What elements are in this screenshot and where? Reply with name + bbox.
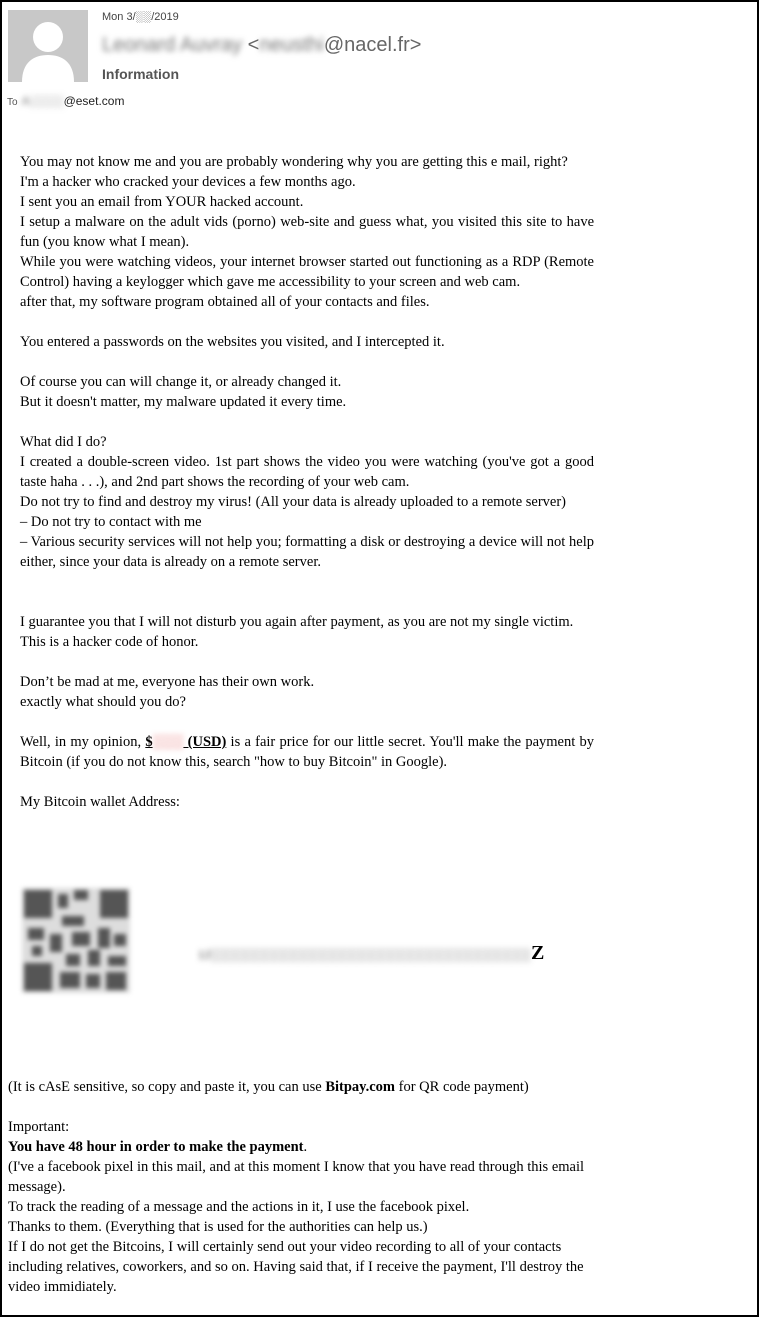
sender-name: Leonard Auvray <box>102 34 243 56</box>
body-line: Don’t be mad at me, everyone has their own work. <box>20 674 315 690</box>
body-line: I sent you an email from YOUR hacked account. <box>20 194 304 210</box>
body-line: You may not know me and you are probably wondering why you are getting this e mail, right? <box>20 154 568 170</box>
ransom-price <box>145 734 226 750</box>
important-label: Important: <box>8 1119 70 1135</box>
body-text: Well, in my opinion, <box>20 734 146 750</box>
recipient-local: A░░░░ <box>21 94 64 108</box>
body-text: is a fair price for our little secret. You'll make the payment by Bitcoin (if you do not know this, search "how to buy Bitcoin" in Google). <box>20 734 594 770</box>
deadline-text: You have 48 hour in order to make the payment <box>8 1139 304 1155</box>
sender-avatar <box>8 10 88 82</box>
body-line: – Do not try to contact with me <box>20 514 202 530</box>
bitcoin-wallet-address <box>198 942 544 965</box>
sender-email-domain: @nacel.fr> <box>323 34 422 56</box>
paragraph-intro <box>20 152 594 312</box>
paragraph-wallet-label: My Bitcoin wallet Address: <box>20 794 180 810</box>
email-body <box>20 152 594 812</box>
paragraph-what-did-i-do <box>20 432 594 572</box>
body-line: This is a hacker code of honor. <box>20 634 199 650</box>
body-line: Do not try to find and destroy my virus! (All your data is already uploaded to a remote server) <box>20 494 567 510</box>
footer-line: (I've a facebook pixel in this mail, and at this moment I know that you have read through this email message). <box>8 1159 585 1195</box>
footer-line: To track the reading of a message and the actions in it, I use the facebook pixel. <box>8 1199 470 1215</box>
body-line: Of course you can will change it, or already changed it. <box>20 374 342 390</box>
wallet-address-blurred: 1J░░░░░░░░░░░░░░░░░░░░░░░░░░░░░░░░░ <box>198 947 532 962</box>
paragraph-dont-be-mad <box>20 672 594 712</box>
price-currency: $ <box>145 734 153 750</box>
email-footer <box>8 1077 598 1297</box>
person-silhouette-icon <box>8 10 88 82</box>
to-label: To <box>7 97 18 108</box>
case-sensitive-note <box>8 1077 598 1097</box>
body-line: I setup a malware on the adult vids (porno) web-site and guess what, you visited this site to have fun (you know what I mean). <box>20 214 594 250</box>
body-line: What did I do? <box>20 434 107 450</box>
body-line: – Various security services will not help you; formatting a disk or destroying a device will not help either, since your data is already on a remote server. <box>20 534 594 570</box>
body-line: exactly what should you do? <box>20 694 186 710</box>
bitpay-name: Bitpay.com <box>325 1079 396 1095</box>
paragraph-change <box>20 372 594 412</box>
recipient-domain: @eset.com <box>63 94 125 108</box>
qr-code-image <box>22 888 130 993</box>
price-unit: (USD) <box>183 734 227 750</box>
body-line: While you were watching videos, your internet browser started out functioning as a RDP (Remote Control) having a keylogger which gave me accessibility to your screen and web cam. <box>20 254 594 290</box>
paragraph-guarantee <box>20 612 594 652</box>
body-line: I'm a hacker who cracked your devices a few months ago. <box>20 174 356 190</box>
body-text: . <box>303 1139 308 1155</box>
sender-email-open: < <box>247 34 260 56</box>
sent-date: Mon 3/░░/2019 <box>102 11 179 23</box>
spacer <box>8 1097 598 1117</box>
sender-line <box>102 34 421 57</box>
paragraph-price <box>20 732 594 772</box>
deadline-line <box>8 1137 598 1157</box>
footer-line: Thanks to them. (Everything that is used for the authorities can help us.) <box>8 1219 428 1235</box>
body-text: for QR code payment) <box>395 1079 529 1095</box>
body-line: I created a double-screen video. 1st part shows the video you were watching (you've got a good taste haha . . .), and 2nd part shows the recording of your web cam. <box>20 454 594 490</box>
body-line: But it doesn't matter, my malware updated it every time. <box>20 394 347 410</box>
sender-email-local: neusthi <box>259 34 324 56</box>
footer-line: If I do not get the Bitcoins, I will certainly send out your video recording to all of your contacts including relatives, coworkers, and so on. Having said that, if I receive the payment, I'll destroy the video immidiately. <box>8 1239 584 1295</box>
price-amount: ░░░ <box>152 734 184 750</box>
body-line: I guarantee you that I will not disturb you again after payment, as you are not my single victim. <box>20 614 574 630</box>
recipient-line <box>7 94 124 108</box>
body-text: (It is cAsE sensitive, so copy and paste it, you can use <box>8 1079 326 1095</box>
paragraph-passwords: You entered a passwords on the websites you visited, and I intercepted it. <box>20 334 445 350</box>
wallet-address-end: Z <box>531 942 545 964</box>
email-subject: Information <box>102 66 179 82</box>
body-line: after that, my software program obtained all of your contacts and files. <box>20 294 430 310</box>
